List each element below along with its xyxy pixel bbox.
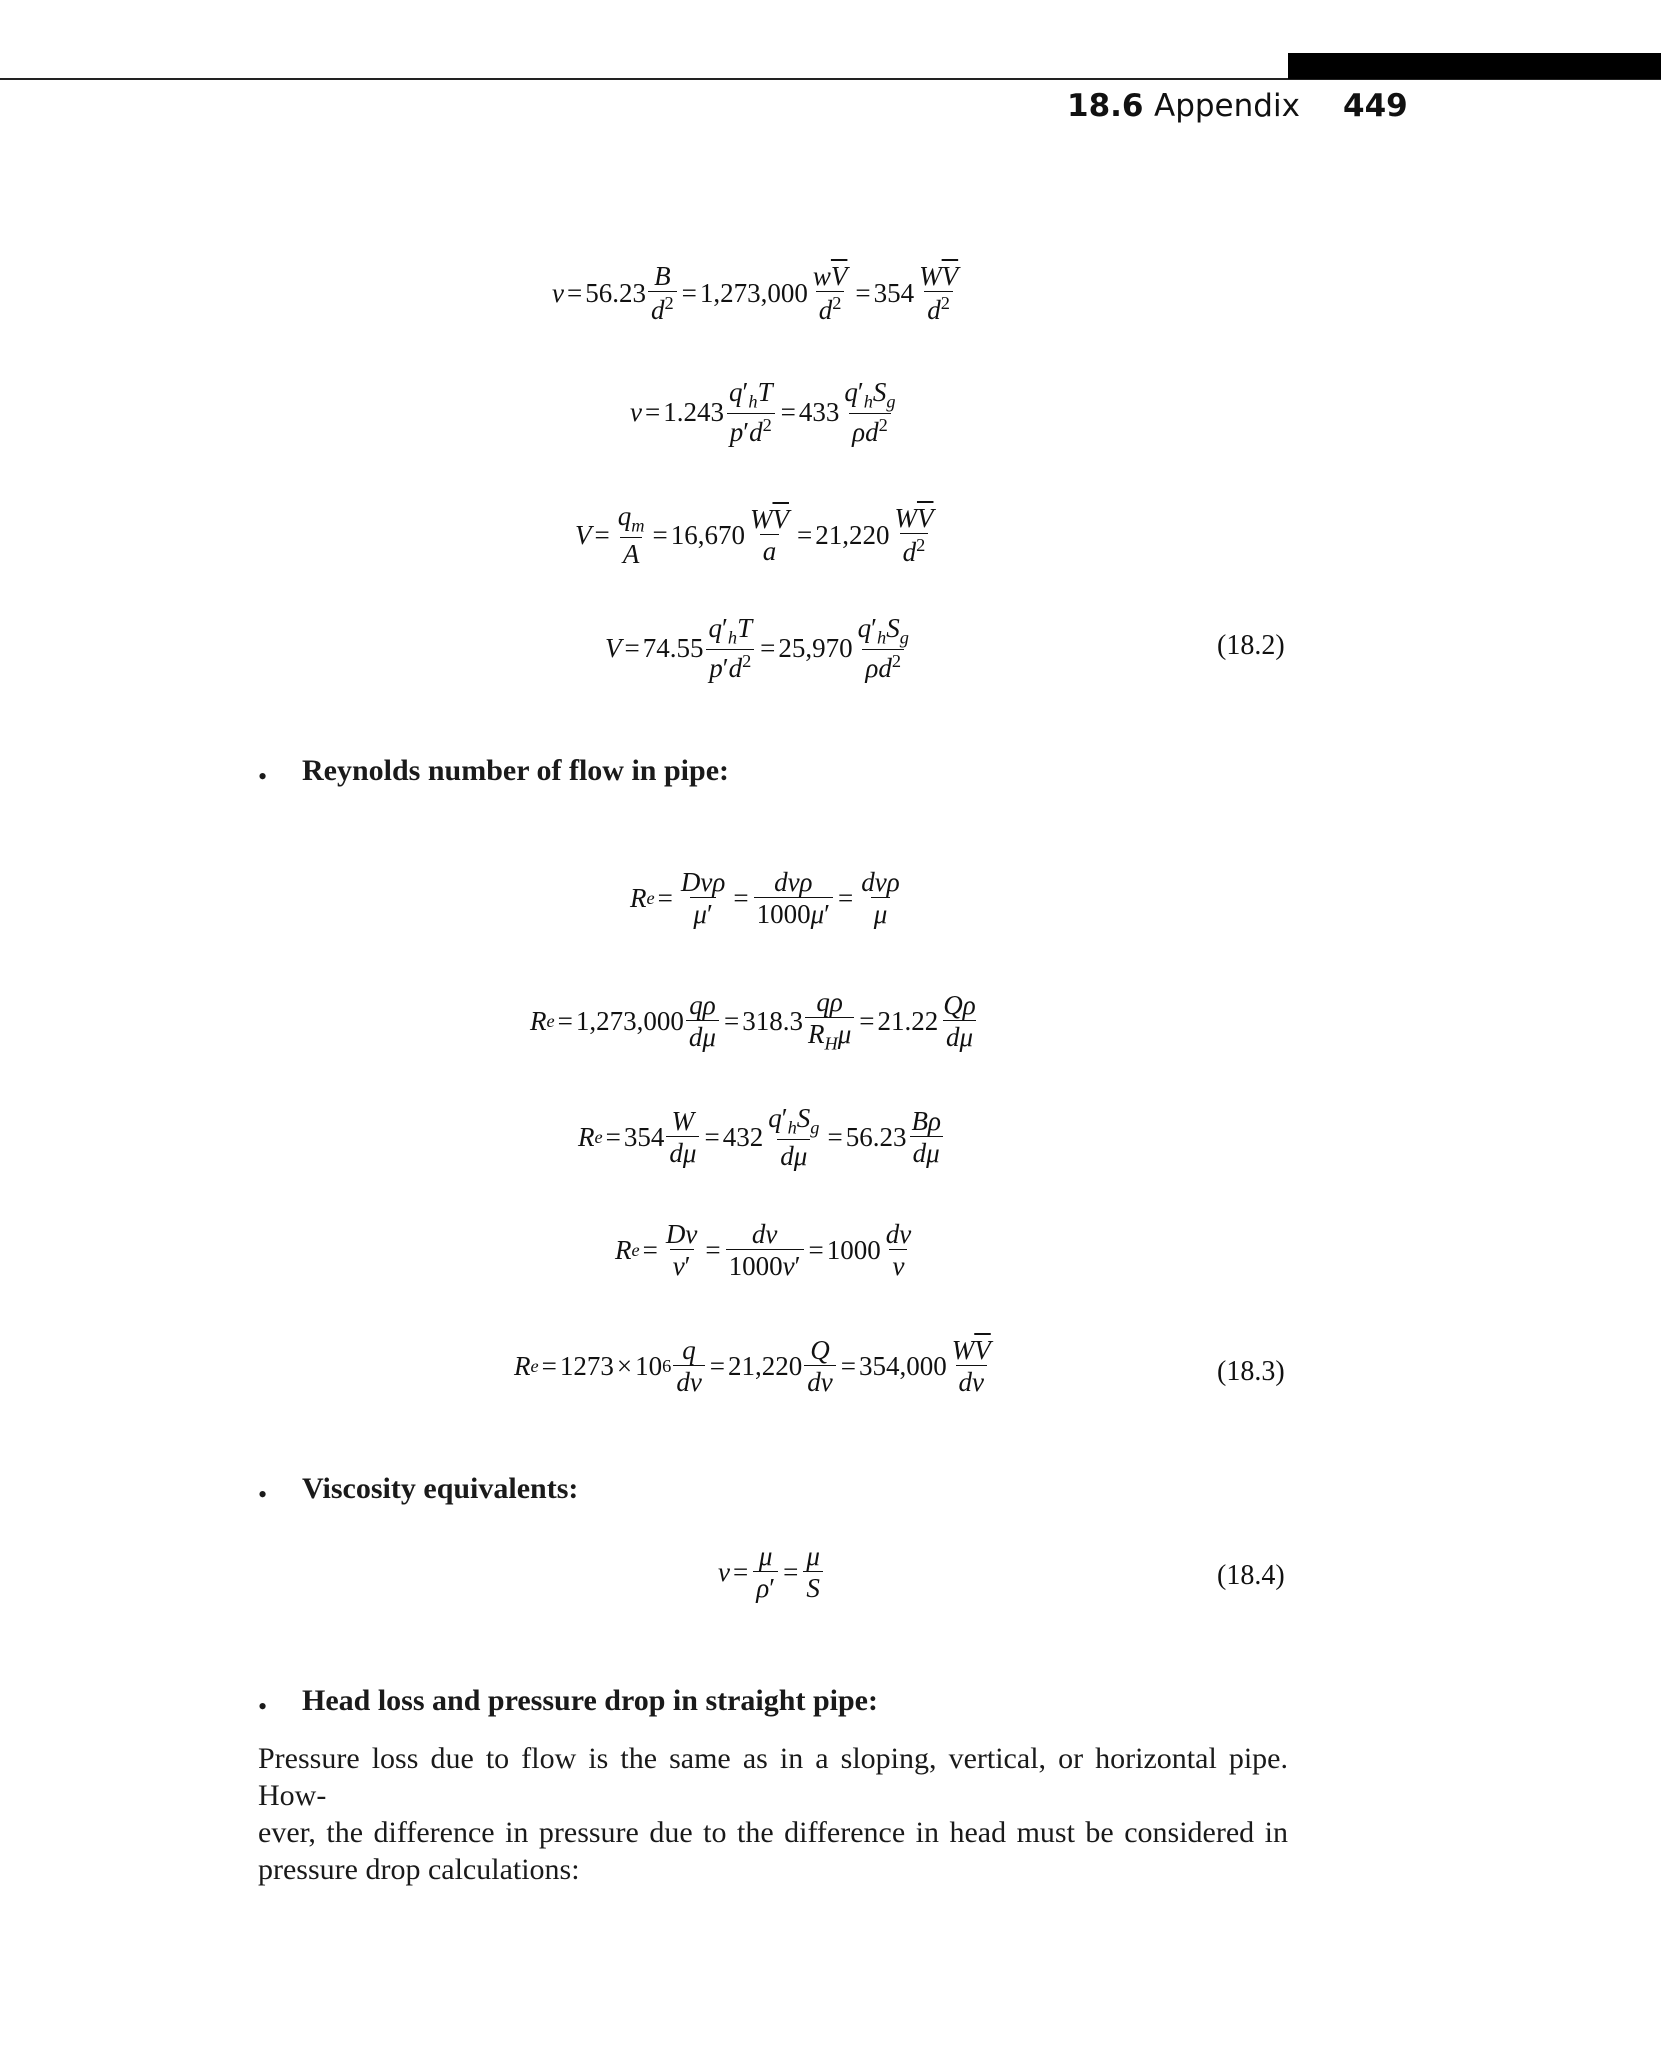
bullet-point: • [258,1480,268,1509]
heading-reynolds: Reynolds number of flow in pipe: [302,754,730,787]
equation-number: (18.2) [1217,630,1285,661]
heading-head-loss: Head loss and pressure drop in straight pipe: [302,1684,878,1717]
equation-velocity-4: V = 74.55 $\frac{q'_hT}{p'd^2}$ = 25,970 $\frac{q'_hS_g}{\rho d^2}$ [605,613,909,683]
paragraph-line: ever, the difference in pressure due to the difference in head must be considered in [258,1816,1288,1849]
equation-reynolds-2: R e = 1,273,000 $\frac{q\rho}{d\mu}$ = 318.3 $\frac{q\rho}{R_H\mu}$ = 21.22 $\frac{Q\rho}{d\mu}$ [530,987,976,1054]
equation-reynolds-4: R e = $\frac{Dv}{v'}$ = $\frac{dv}{1000v'}$ = 1000 $\frac{dv}{v}$ [615,1219,912,1282]
equation-viscosity: v = $\frac{\mu}{\rho'}$ = $\frac{\mu}{S}$ [718,1542,825,1603]
body-paragraph [258,1740,1288,1888]
bullet-point: • [258,1692,268,1721]
paragraph-line: Pressure loss due to flow is the same as in a sloping, vertical, or horizontal pipe. How- [258,1742,1288,1812]
equation-reynolds-1: R e = $\frac{\text{Dvρ}}{\mu'}$ = $\frac{\text{dvρ}}{1000\mu'}$ = $\frac{\text{dvρ}}{\mu}$ [630,867,900,930]
equation-number: (18.4) [1217,1560,1285,1591]
paragraph-line: pressure drop calculations: [258,1853,580,1886]
equation-number: (18.3) [1217,1356,1285,1387]
page-number: 449 [1343,88,1408,124]
section-number: 18.6 [1067,88,1144,124]
section-title: Appendix [1154,88,1300,124]
equation-velocity-1: v = 56.23 $\frac{B}{d^2}$ = 1,273,000 $\frac{w\overline{V}}{d^2}$ = 354 $\frac{W\overline{V}}{d^2}$ [552,261,959,326]
header-black-bar [1288,53,1661,79]
heading-viscosity: Viscosity equivalents: [302,1472,579,1505]
bullet-point: • [258,762,268,791]
equation-reynolds-5: R e = 1273 × 10 6 $\frac{q}{dv}$ = 21,220 $\frac{Q}{dv}$ = 354,000 $\frac{W\overline{V}}{dv}$ [514,1335,991,1398]
equation-velocity-3: V = $\frac{q_m}{A}$ = 16,670 $\frac{W\overline{V}}{a}$ = 21,220 $\frac{W\overline{V}}{d^2}$ [575,501,934,569]
equation-reynolds-3: R e = 354 $\frac{W}{d\mu}$ = 432 $\frac{q'_hS_g}{d\mu}$ = 56.23 $\frac{B\rho}{d\mu}$ [578,1103,941,1171]
equation-velocity-2: v = 1.243 $\frac{q'_hT}{p'd^2}$ = 433 $\frac{q'_hS_g}{\rho d^2}$ [630,377,896,447]
